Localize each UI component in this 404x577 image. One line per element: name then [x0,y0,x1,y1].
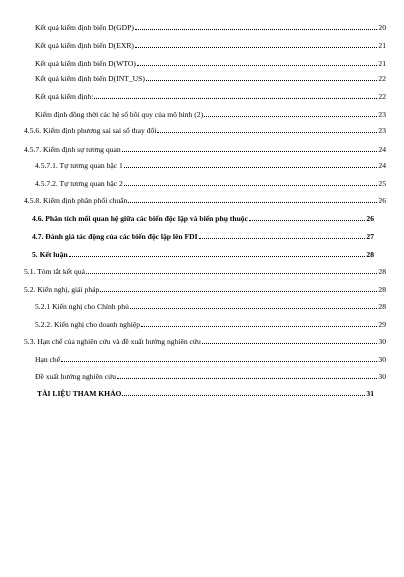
dot-leader [69,255,366,257]
toc-entry-title: Kết quả kiểm định: [35,92,94,101]
toc-entry[interactable] [32,232,374,242]
toc-entry-title: 4.7. Đánh giá tác động của các biến độc lập lên FDI [32,232,198,241]
toc-entry[interactable] [35,372,386,382]
dot-leader [86,272,377,274]
toc-entry[interactable] [24,337,386,347]
toc-entry-title: 4.5.7.1. Tự tương quan bậc 1 [35,161,123,170]
toc-entry[interactable] [35,110,386,120]
toc-entry[interactable] [32,214,374,224]
toc-entry-page: 31 [366,389,374,398]
dot-leader [199,237,366,239]
toc-entry-page: 28 [378,285,386,294]
toc-entry-page: 30 [378,372,386,381]
toc-entry[interactable] [35,320,386,330]
dot-leader [157,131,377,133]
toc-entry-title: Kết quả kiểm định biến D(GDP) [35,23,134,32]
toc-entry-page: 28 [366,250,374,259]
toc-entry-page: 26 [378,196,386,205]
dot-leader [135,28,377,30]
dot-leader [130,307,378,309]
dot-leader [61,360,377,362]
toc-entry-title: 4.5.7. Kiểm định sự tương quan [24,145,121,154]
toc-entry-title: TÀI LIỆU THAM KHẢO [37,389,122,398]
dot-leader [202,342,378,344]
toc-entry-title: 4.5.6. Kiểm định phương sai sai số thay đổi [24,126,157,135]
toc-entry-page: 30 [378,355,386,364]
toc-entry-title: 5.2. Kiến nghị, giải pháp [24,285,100,294]
toc-entry[interactable] [35,41,386,51]
toc-entry-page: 29 [378,320,386,329]
toc-entry-page: 24 [378,145,386,154]
toc-entry-page: 23 [378,126,386,135]
toc-entry[interactable] [24,196,386,206]
toc-entry-title: Kiểm định đồng thời các hệ số hồi quy của mô hình (2) [35,110,204,119]
toc-entry-page: 22 [378,74,386,83]
toc-entry[interactable] [35,179,386,189]
dot-leader [204,115,377,117]
dot-leader [137,64,378,66]
toc-entry[interactable] [35,59,386,69]
dot-leader [141,325,377,327]
toc-entry-title: Hạn chế [35,355,61,364]
toc-entry-page: 26 [366,214,374,223]
toc-entry[interactable] [24,267,386,277]
toc-entry-page: 24 [378,161,386,170]
toc-entry-page: 22 [378,92,386,101]
toc-entry-page: 20 [378,23,386,32]
toc-entry-title: 4.6. Phân tích mối quan hệ giữa các biến độc lập và biến phụ thuộc [32,214,248,223]
toc-entry[interactable] [37,389,374,399]
toc-entry-title: 5.1. Tóm tắt kết quả [24,267,86,276]
toc-entry[interactable] [35,74,386,84]
dot-leader [249,219,365,221]
toc-entry-title: 5.2.2. Kiến nghị cho doanh nghiệp [35,320,141,329]
dot-leader [100,290,377,292]
toc-entry-page: 21 [378,59,386,68]
dot-leader [146,79,378,81]
toc-entry-title: Kết quả kiểm định biến D(EXR) [35,41,134,50]
toc-entry-title: Kết quả kiểm định biến D(INT_US) [35,74,145,83]
toc-entry-title: 4.5.8. Kiểm định phân phối chuẩn [24,196,128,205]
dot-leader [135,46,377,48]
toc-entry-title: 5.3. Hạn chế của nghiên cứu và đề xuất hướng nghiên cứu [24,337,201,346]
toc-entry[interactable] [24,126,386,136]
dot-leader [122,394,365,396]
dot-leader [94,97,377,99]
toc-entry-page: 25 [378,179,386,188]
toc-entry[interactable] [35,355,386,365]
toc-entry-title: 4.5.7.2. Tự tương quan bậc 2 [35,179,123,188]
dot-leader [128,201,377,203]
dot-leader [122,150,378,152]
toc-entry-page: 23 [378,110,386,119]
toc-entry[interactable] [35,161,386,171]
toc-entry-page: 21 [378,41,386,50]
toc-entry[interactable] [35,23,386,33]
toc-entry[interactable] [24,285,386,295]
toc-entry-title: 5. Kết luận [32,250,68,259]
dot-leader [124,184,378,186]
toc-entry[interactable] [35,302,386,312]
toc-entry[interactable] [32,250,374,260]
toc-entry-title: Kết quả kiểm định biến D(WTO) [35,59,136,68]
dot-leader [117,377,377,379]
toc-entry[interactable] [35,92,386,102]
toc-entry-page: 27 [366,232,374,241]
toc-entry-title: Đề xuất hướng nghiên cứu [35,372,116,381]
dot-leader [124,166,378,168]
toc-entry-page: 28 [378,267,386,276]
toc-entry-page: 30 [378,337,386,346]
toc-entry-page: 28 [378,302,386,311]
toc-entry[interactable] [24,145,386,155]
toc-entry-title: 5.2.1 Kiến nghị cho Chính phủ [35,302,129,311]
